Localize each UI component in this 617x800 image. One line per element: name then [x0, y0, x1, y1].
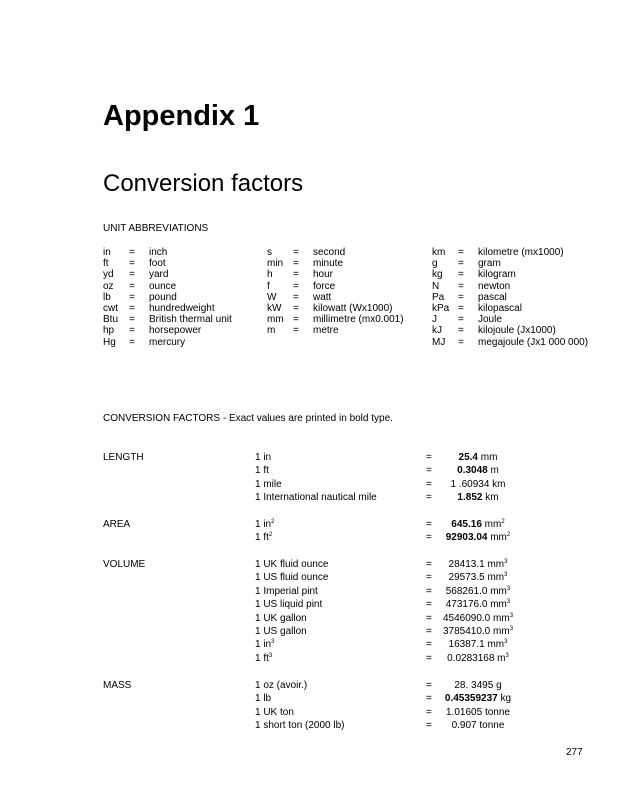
conversion-equals: =: [426, 693, 432, 705]
abbreviation-name: pound: [149, 291, 177, 303]
abbreviation-symbol: ft: [103, 258, 109, 270]
conversion-from-unit: 1 oz (avoir.): [255, 680, 308, 691]
abbreviation-symbol: Hg: [103, 336, 116, 348]
approx-value: 1 .60934: [450, 478, 490, 490]
abbreviation-equals: =: [458, 325, 464, 337]
exponent: 3: [505, 652, 509, 659]
abbreviation-name: yard: [149, 269, 169, 281]
abbreviation-equals: =: [129, 280, 135, 292]
abbreviation-symbol: lb: [103, 291, 111, 303]
conversion-value: 568261.0 $mm^3$: [445, 585, 511, 597]
exponent: 3: [268, 652, 273, 659]
abbreviation-symbol: MJ: [432, 336, 446, 348]
conversion-value: 0.907 tonne: [451, 720, 505, 732]
exponent: 2: [271, 519, 275, 525]
abbreviation-name: pascal: [478, 291, 507, 303]
abbreviation-name: kilogram: [478, 269, 516, 281]
conversion-equals: =: [426, 720, 432, 732]
approx-value: 0.907: [451, 720, 477, 732]
approx-value: 28413.1: [448, 559, 485, 570]
abbreviation-equals: =: [129, 302, 135, 314]
approx-value: 4546090.0: [442, 612, 491, 624]
abbreviation-symbol: N: [432, 280, 440, 292]
abbreviation-name: ounce: [149, 280, 177, 292]
conversion-equals: =: [426, 626, 432, 637]
appendix-title: Appendix 1: [103, 100, 260, 132]
abbreviation-name: watt: [313, 291, 332, 303]
abbreviation-name: inch: [149, 247, 168, 258]
exponent: 3: [504, 559, 508, 565]
conversion-value: 28. 3495 g: [454, 680, 502, 691]
exponent: 3: [504, 639, 508, 646]
conversion-equals: =: [426, 680, 432, 691]
exponent: 3: [504, 572, 508, 579]
abbreviation-equals: =: [129, 269, 135, 281]
abbreviation-equals: =: [458, 291, 464, 303]
conversion-equals: =: [426, 706, 432, 718]
conversion-value: 1 .60934 km: [450, 478, 506, 490]
abbreviation-equals: =: [129, 325, 135, 337]
approx-value: 29573.5: [448, 572, 485, 584]
abbreviation-symbol: J: [432, 314, 437, 326]
page-number: 277: [566, 747, 583, 758]
abbreviation-symbol: yd: [103, 269, 114, 281]
conversion-value: 645.16 $mm^2$: [451, 519, 505, 530]
conversion-value: 1.01605 tonne: [446, 706, 510, 718]
abbreviation-name: second: [313, 247, 346, 258]
abbreviation-name: metre: [313, 325, 339, 337]
abbreviation-name: foot: [149, 258, 166, 270]
abbreviation-equals: =: [129, 247, 135, 258]
conversion-equals: =: [426, 519, 432, 530]
conversion-from-unit: 1 in: [255, 452, 272, 463]
conversion-equals: =: [426, 599, 432, 611]
abbreviation-equals: =: [293, 314, 299, 326]
conversion-equals: =: [426, 612, 432, 624]
conversion-equals: =: [426, 478, 432, 490]
abbreviation-equals: =: [458, 336, 464, 348]
exponent: 3: [506, 599, 511, 606]
conversion-equals: =: [426, 572, 432, 584]
conversion-value: 473176.0 $mm^3$: [445, 599, 511, 611]
abbreviation-name: megajoule (Jx1 000 000): [478, 336, 589, 348]
abbreviation-symbol: s: [267, 247, 272, 258]
conversion-category: AREA: [103, 519, 131, 530]
abbreviation-equals: =: [129, 291, 135, 303]
abbreviation-symbol: Btu: [103, 314, 119, 326]
conversion-from-unit: 1 mile: [255, 478, 282, 490]
conversion-value: 0.0283168 $m^3$: [447, 652, 509, 664]
abbreviation-symbol: in: [103, 247, 111, 258]
abbreviation-equals: =: [458, 314, 464, 326]
conversion-category: MASS: [103, 680, 132, 691]
exact-value: 92903.04: [445, 532, 488, 544]
conversion-value: 0.3048 m: [457, 465, 499, 477]
conversion-equals: =: [426, 452, 432, 463]
abbreviation-name: British thermal unit: [149, 314, 232, 326]
abbreviation-symbol: W: [267, 291, 277, 303]
abbreviation-equals: =: [458, 302, 464, 314]
abbreviation-symbol: km: [432, 247, 446, 258]
exponent: 2: [506, 532, 511, 539]
approx-value: 16387.1: [448, 639, 485, 651]
exponent: 3: [509, 612, 514, 619]
abbreviation-equals: =: [293, 258, 299, 270]
approx-value: 0.0283168: [447, 652, 495, 664]
conversion-value: 1.852 km: [457, 492, 499, 504]
abbreviation-symbol: Pa: [432, 291, 445, 303]
abbreviation-equals: =: [458, 269, 464, 281]
abbreviation-symbol: cwt: [103, 302, 118, 314]
abbreviation-name: Joule: [478, 314, 502, 326]
abbreviation-symbol: mm: [267, 314, 284, 326]
exponent: 3: [271, 639, 275, 646]
abbreviation-name: kilojoule (Jx1000): [478, 325, 556, 337]
abbreviation-equals: =: [293, 280, 299, 292]
conversion-from-unit: 1 $ft^2$: [255, 532, 273, 544]
conversion-equals: =: [426, 639, 432, 651]
exponent: 2: [268, 532, 273, 539]
abbreviation-name: mercury: [149, 336, 186, 348]
abbreviation-symbol: kg: [432, 269, 443, 281]
abbreviation-name: millimetre (mx0.001): [313, 314, 404, 326]
conversion-value: 28413.1 $mm^3$: [448, 559, 508, 570]
conversion-value: 16387.1 $mm^3$: [448, 639, 508, 651]
conversion-value: 92903.04 $mm^2$: [445, 532, 511, 544]
conversion-from-unit: 1 lb: [255, 693, 272, 705]
approx-value: 568261.0: [445, 585, 488, 597]
exponent: 2: [501, 519, 505, 525]
conversion-from-unit: 1 short ton (2000 lb): [255, 720, 345, 732]
conversion-category: LENGTH: [103, 452, 144, 463]
conversion-from-unit: 1 Imperial pint: [255, 585, 318, 597]
abbreviation-symbol: m: [267, 325, 276, 337]
abbreviation-symbol: hp: [103, 325, 115, 337]
abbreviation-name: kilopascal: [478, 302, 522, 314]
approx-value: 473176.0: [445, 599, 488, 611]
approx-value: 28. 3495: [454, 680, 494, 691]
exponent: 3: [506, 585, 511, 592]
exact-value: 25.4: [458, 452, 478, 463]
conversion-value: 0.45359237 kg: [444, 693, 512, 705]
conversion-value: 29573.5 $mm^3$: [448, 572, 508, 584]
abbreviation-name: kilometre (mx1000): [478, 247, 564, 258]
abbreviation-equals: =: [458, 280, 464, 292]
conversion-from-unit: 1 UK fluid ounce: [255, 559, 329, 570]
conversion-equals: =: [426, 532, 432, 544]
conversion-from-unit: 1 $ft^3$: [255, 652, 273, 664]
conversion-equals: =: [426, 465, 432, 477]
abbreviation-name: newton: [478, 280, 511, 292]
conversion-from-unit: 1 $in^2$: [255, 519, 275, 530]
abbreviation-equals: =: [293, 247, 299, 258]
conversion-from-unit: 1 ft: [255, 465, 269, 477]
abbreviation-name: force: [313, 280, 336, 292]
conversion-from-unit: 1 US fluid ounce: [255, 572, 329, 584]
conversion-equals: =: [426, 492, 432, 504]
conversion-value: 25.4 mm: [458, 452, 498, 463]
chapter-title: Conversion factors: [103, 170, 304, 197]
conversion-equals: =: [426, 585, 432, 597]
abbreviation-name: horsepower: [149, 325, 202, 337]
conversion-equals: =: [426, 559, 432, 570]
abbreviation-symbol: min: [267, 258, 284, 270]
abbreviation-symbol: kJ: [432, 325, 442, 337]
abbreviation-equals: =: [458, 258, 464, 270]
abbreviation-equals: =: [129, 314, 135, 326]
abbreviation-name: gram: [478, 258, 501, 270]
abbreviation-symbol: h: [267, 269, 273, 281]
conversion-from-unit: 1 $in^3$: [255, 639, 275, 651]
abbreviation-symbol: g: [432, 258, 438, 270]
conversion-from-unit: 1 UK gallon: [255, 612, 307, 624]
abbreviation-equals: =: [129, 336, 135, 348]
conversion-value: 3785410.0 $mm^3$: [442, 626, 514, 637]
conversion-from-unit: 1 US liquid pint: [255, 599, 323, 611]
abbreviation-equals: =: [293, 269, 299, 281]
abbreviation-name: hundredweight: [149, 302, 215, 314]
abbreviation-symbol: kPa: [432, 302, 450, 314]
exponent: 3: [509, 626, 514, 632]
abbreviations-heading: UNIT ABBREVIATIONS: [103, 223, 209, 234]
abbreviation-equals: =: [293, 302, 299, 314]
conversion-from-unit: 1 International nautical mile: [255, 492, 377, 504]
abbreviation-symbol: oz: [103, 280, 114, 292]
exact-value: 645.16: [451, 519, 482, 530]
abbreviation-symbol: kW: [267, 302, 282, 314]
exact-value: 1.852: [457, 492, 483, 504]
abbreviation-name: minute: [313, 258, 344, 270]
abbreviation-name: kilowatt (Wx1000): [313, 302, 393, 314]
exact-value: 0.3048: [457, 465, 488, 477]
conversion-value: 4546090.0 $mm^3$: [442, 612, 514, 624]
conversion-heading: CONVERSION FACTORS - Exact values are printed in bold type.: [103, 413, 393, 424]
approx-value: 3785410.0: [442, 626, 491, 637]
abbreviation-symbol: f: [267, 280, 270, 292]
conversion-equals: =: [426, 652, 432, 664]
abbreviation-equals: =: [293, 291, 299, 303]
exact-value: 0.45359237: [444, 693, 498, 705]
conversion-from-unit: 1 US gallon: [255, 626, 307, 637]
abbreviation-equals: =: [129, 258, 135, 270]
abbreviation-name: hour: [313, 269, 334, 281]
conversion-category: VOLUME: [103, 559, 146, 570]
abbreviation-equals: =: [293, 325, 299, 337]
abbreviation-equals: =: [458, 247, 464, 258]
conversion-from-unit: 1 UK ton: [255, 706, 294, 718]
approx-value: 1.01605: [446, 706, 483, 718]
